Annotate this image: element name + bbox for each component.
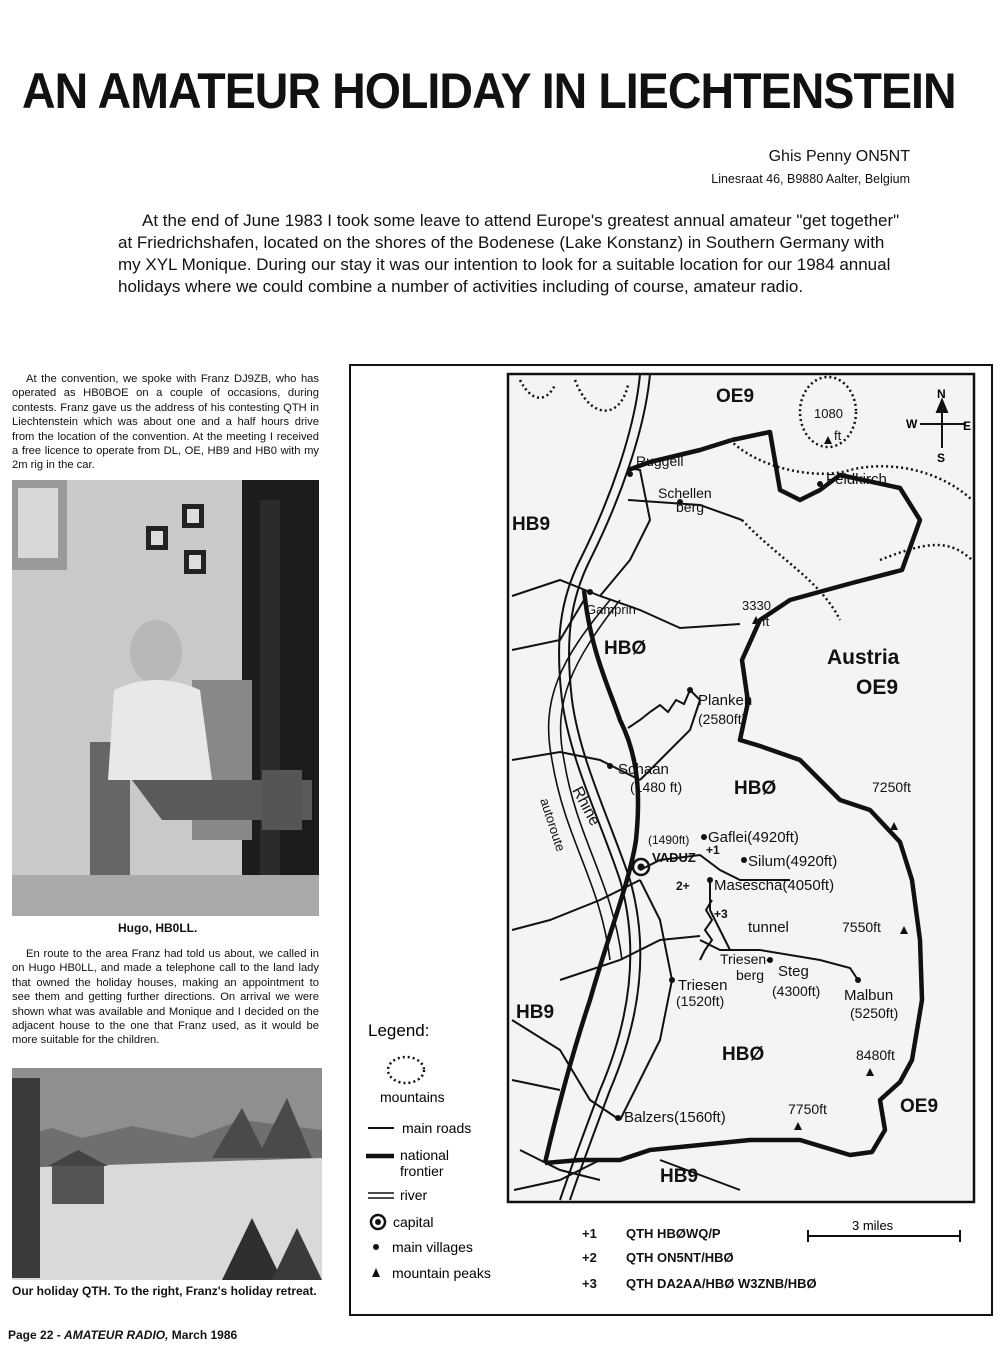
legend-peaks: mountain peaks (392, 1265, 491, 1281)
label-planken-alt: (2580ft) (698, 711, 747, 727)
label-malbun-alt: (5250ft) (850, 1005, 899, 1021)
village-dot-gamprin (587, 589, 593, 595)
region-hb9-left: HB9 (512, 514, 551, 535)
region-austria: Austria (827, 646, 900, 669)
legend-village-icon (373, 1244, 379, 1250)
body-paragraph-2: En route to the area Franz had told us about, we called in on Hugo HB0LL, and made a telephone call to the land lady that owned the holiday houses, making an appointment to see them and getting further directions. On arrival we were shown what was available and Monique and I decided on the adjacent house to the one that Franz used, as it would be more suitable for the children. (12, 948, 319, 1047)
label-schellenberg-1: Schellen (658, 485, 712, 501)
qth-text-1: QTH HBØWQ/P (626, 1226, 721, 1241)
author-address: Linesraat 46, B9880 Aalter, Belgium (711, 172, 910, 186)
legend-capital: capital (393, 1214, 434, 1230)
legend-title: Legend: (368, 1021, 430, 1040)
label-peak-1080-b: ft (834, 428, 842, 443)
qth-num-3: +3 (582, 1276, 597, 1291)
label-tunnel: tunnel (748, 919, 789, 936)
footer-magazine: AMATEUR RADIO, (64, 1328, 169, 1342)
label-malbun: Malbun (844, 987, 894, 1004)
village-dot-balzers (615, 1115, 621, 1121)
label-schaan: Schaan (618, 761, 669, 778)
village-dot-schaan (607, 763, 613, 769)
label-peak-7550: 7550ft (842, 919, 881, 935)
label-gamprin: Gamprin (586, 602, 636, 617)
region-oe9-se: OE9 (900, 1096, 939, 1117)
label-triesen: Triesen (678, 977, 728, 994)
photo-hugo (12, 480, 319, 916)
scale-label: 3 miles (852, 1218, 894, 1233)
qth-text-2: QTH ON5NT/HBØ (626, 1250, 734, 1265)
legend-peak-icon (372, 1268, 380, 1277)
region-austria-code: OE9 (856, 676, 899, 699)
region-hb9-bottom: HB9 (660, 1166, 699, 1187)
article-title: AN AMATEUR HOLIDAY IN LIECHTENSTEIN (22, 63, 956, 119)
compass-n: N (937, 387, 946, 401)
label-schellenberg-2: berg (676, 499, 705, 515)
label-rhine: Rhine (568, 783, 604, 829)
legend-villages: main villages (392, 1239, 473, 1255)
label-ruggell: Ruggell (636, 453, 684, 469)
label-schaan-alt: (1480 ft) (630, 779, 683, 795)
label-balzers: Balzers(1560ft) (624, 1109, 726, 1126)
label-gaflei: Gaflei(4920ft) (708, 829, 799, 846)
village-dot-planken (687, 687, 693, 693)
photo-caption-holiday: Our holiday QTH. To the right, Franz's holiday retreat. (12, 1284, 317, 1298)
label-masescha: Masescha(4050ft) (714, 877, 835, 894)
intro-paragraph: At the end of June 1983 I took some leave to attend Europe's greatest annual amateur "get together" at Friedrichshafen, located on the shores of the Bodenese (Lake Konstanz) in Southern Germany with my XYL Monique. During our stay it was our intention to look for a suitable location for our 1984 annual holidays where we could combine a number of activities including of course, amateur radio. (118, 211, 900, 296)
label-peak-8480: 8480ft (856, 1047, 895, 1063)
label-steg-alt: (4300ft) (772, 983, 821, 999)
region-oe9-top: OE9 (716, 386, 755, 407)
village-dot-silum (741, 857, 747, 863)
qth-num-1: +1 (582, 1226, 597, 1241)
liechtenstein-map (355, 370, 985, 1306)
photo-holiday-house (12, 1068, 322, 1280)
author-name: Ghis Penny ON5NT (768, 148, 910, 165)
legend-mountains: mountains (380, 1089, 445, 1105)
marker-qth-1: +1 (706, 843, 720, 857)
label-planken: Planken (698, 692, 753, 709)
page-footer (8, 1328, 237, 1342)
label-triesenberg-1: Triesen- (720, 951, 771, 967)
legend-river: river (400, 1187, 428, 1203)
legend-frontier-1: national (400, 1147, 450, 1163)
label-triesen-alt: (1520ft) (676, 993, 725, 1009)
compass-w: W (906, 417, 918, 431)
label-peak-3330-a: 3330 (742, 598, 771, 613)
village-dot-feldkirch (817, 481, 823, 487)
footer-page: Page 22 - (8, 1328, 65, 1342)
label-steg: Steg (778, 963, 809, 980)
marker-qth-2: 2+ (676, 879, 690, 893)
label-peak-1080-a: 1080 (814, 406, 843, 421)
legend-mountain-icon (388, 1057, 424, 1083)
compass-e: E (963, 419, 972, 433)
label-triesenberg-2: berg (736, 967, 765, 983)
village-dot-gaflei (701, 834, 707, 840)
region-hb0-south: HBØ (722, 1044, 765, 1065)
label-peak-7250: 7250ft (872, 779, 911, 795)
compass-s: S (937, 451, 946, 465)
village-dot-malbun (855, 977, 861, 983)
village-dot-ruggell (627, 471, 633, 477)
label-vaduz: VADUZ (652, 850, 696, 865)
label-peak-3330-b: ft (762, 614, 770, 629)
legend-frontier-2: frontier (400, 1163, 444, 1179)
photo-caption-hugo: Hugo, HB0LL. (118, 921, 198, 935)
label-vaduz-alt: (1490ft) (648, 833, 690, 847)
marker-qth-3: +3 (714, 907, 728, 921)
legend-main-roads: main roads (402, 1120, 472, 1136)
label-silum: Silum(4920ft) (748, 853, 838, 870)
region-hb0-north: HBØ (604, 638, 647, 659)
body-paragraph-1: At the convention, we spoke with Franz DJ9ZB, who has operated as HB0BOE on a couple of occasions, during contests. Franz gave us the address of his contesting QTH in Liechtenstein which was about one and a half hours drive from the location of the convention. At the meeting I received a free licence to operate from DL, OE, HB9 and HB0 with my 2m rig in the car. (12, 373, 319, 472)
region-hb0-mid: HBØ (734, 778, 777, 799)
village-dot-masescha (707, 877, 713, 883)
village-dot-triesen (669, 977, 675, 983)
label-peak-7750: 7750ft (788, 1101, 827, 1117)
label-feldkirch: Feldkirch (826, 471, 887, 488)
region-hb9-sw: HB9 (516, 1002, 555, 1023)
footer-date: March 1986 (168, 1328, 238, 1342)
label-autoroute: autoroute (537, 796, 569, 854)
qth-text-3: QTH DA2AA/HBØ W3ZNB/HBØ (626, 1276, 817, 1291)
qth-num-2: +2 (582, 1250, 597, 1265)
